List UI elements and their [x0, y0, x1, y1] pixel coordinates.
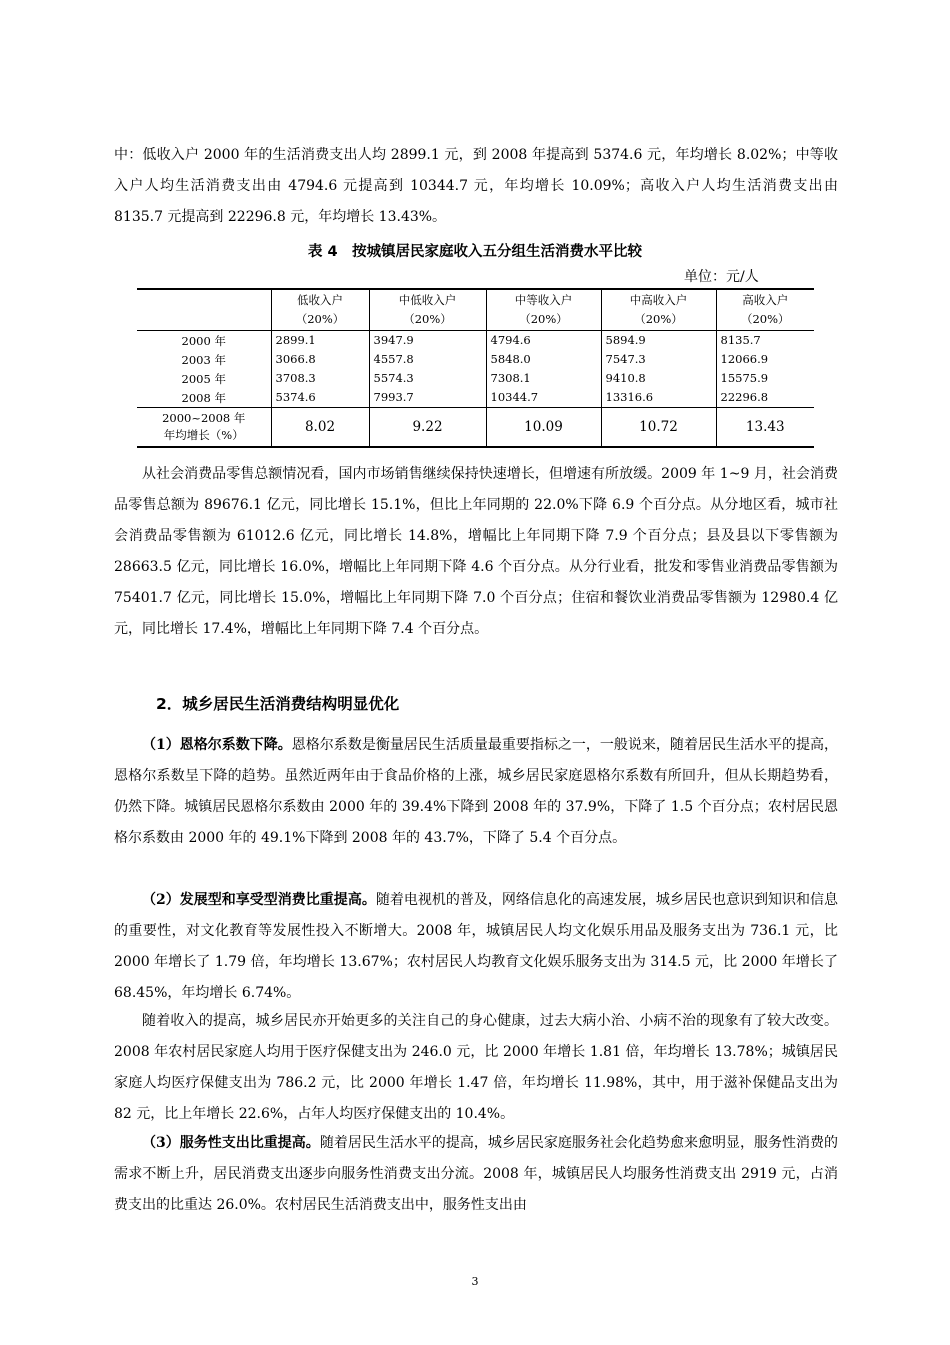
engel-lead: （1）恩格尔系数下降。	[142, 737, 292, 753]
growth-label: 2000~2008 年 年均增长（%）	[137, 408, 271, 448]
column-header: 中高收入户 （20%）	[601, 289, 716, 331]
table-cell: 2899.1	[271, 331, 369, 351]
table-row	[137, 350, 814, 369]
table-cell: 7993.7	[369, 388, 486, 408]
column-header: 中低收入户 （20%）	[369, 289, 486, 331]
table-cell: 8135.7	[716, 331, 814, 351]
table-row	[137, 331, 814, 351]
table-cell: 5374.6	[271, 388, 369, 408]
row-year: 2000 年	[181, 333, 226, 348]
development-lead: （2）发展型和享受型消费比重提高。	[142, 892, 376, 908]
service-text: 随着居民生活水平的提高，城乡居民家庭服务社会化趋势愈来愈明显，服务性消费的需求不断上升，居民消费支出逐步向服务性消费支出分流。2008 年，城镇居民人均服务性消费支出 2919 元，占消费支出的比重达 26.0%。农村居民生活消费支出中，服务性支出由	[114, 1135, 838, 1213]
health-paragraph: 随着收入的提高，城乡居民亦开始更多的关注自己的身心健康，过去大病小治、小病不治的现象有了较大改变。2008 年农村居民家庭人均用于医疗保健支出为 246.0 元，比 2000 年增长 1.81 倍，年均增长 13.78%；城镇居民家庭人均医疗保健支出为 786.2 元，比 2000 年增长 1.47 倍，年均增长 11.98%，其中，用于滋补保健品支出为 82 元，比上年增长 22.6%，占年人均医疗保健支出的 10.4%。	[114, 1013, 838, 1122]
table-unit: 单位：元/人	[684, 269, 759, 285]
growth-cell: 8.02	[271, 408, 369, 448]
header-corner	[137, 289, 271, 331]
table-cell: 22296.8	[716, 388, 814, 408]
table-cell: 9410.8	[601, 369, 716, 388]
engel-paragraph	[114, 730, 838, 854]
table-cell: 4794.6	[486, 331, 601, 351]
table-cell: 7547.3	[601, 350, 716, 369]
table-cell: 13316.6	[601, 388, 716, 408]
column-header: 中等收入户 （20%）	[486, 289, 601, 331]
row-year: 2008 年	[181, 390, 226, 405]
table-cell: 10344.7	[486, 388, 601, 408]
development-paragraph	[114, 885, 838, 1009]
column-header: 高收入户 （20%）	[716, 289, 814, 331]
table-cell: 3947.9	[369, 331, 486, 351]
table-cell: 3066.8	[271, 350, 369, 369]
engel-text: 恩格尔系数是衡量居民生活质量最重要指标之一，一般说来，随着居民生活水平的提高，恩格尔系数呈下降的趋势。虽然近两年由于食品价格的上涨，城乡居民家庭恩格尔系数有所回升，但从长期趋势看，仍然下降。城镇居民恩格尔系数由 2000 年的 39.4%下降到 2008 年的 37.9%，下降了 1.5 个百分点；农村居民恩格尔系数由 2000 年的 49.1%下降到 2008 年的 43.7%，下降了 5.4 个百分点。	[114, 737, 838, 846]
table-cell: 5894.9	[601, 331, 716, 351]
growth-row	[137, 408, 814, 448]
row-year: 2003 年	[181, 352, 226, 367]
page-number: 3	[471, 1275, 479, 1288]
table-cell: 7308.1	[486, 369, 601, 388]
column-header: 低收入户 （20%）	[271, 289, 369, 331]
retail-paragraph: 从社会消费品零售总额情况看，国内市场销售继续保持快速增长，但增速有所放缓。2009 年 1~9 月，社会消费品零售总额为 89676.1 亿元，同比增长 15.1%，但比上年同期的 22.0%下降 6.9 个百分点。从分地区看，城市社会消费品零售额为 61012.6 亿元，同比增长 14.8%，增幅比上年同期下降 7.9 个百分点；县及县以下零售额为 28663.5 亿元，同比增长 16.0%，增幅比上年同期下降 4.6 个百分点。从分行业看，批发和零售业消费品零售额为 75401.7 亿元，同比增长 15.0%，增幅比上年同期下降 7.0 个百分点；住宿和餐饮业消费品零售额为 12980.4 亿元，同比增长 17.4%，增幅比上年同期下降 7.4 个百分点。	[114, 466, 838, 637]
intro-paragraph: 中：低收入户 2000 年的生活消费支出人均 2899.1 元，到 2008 年提高到 5374.6 元，年均增长 8.02%；中等收入户人均生活消费支出由 4794.6 元提高到 10344.7 元，年均增长 10.09%；高收入户人均生活消费支出由 8135.7 元提高到 22296.8 元，年均增长 13.43%。	[114, 147, 838, 225]
consumption-table	[137, 288, 814, 448]
growth-cell: 10.72	[601, 408, 716, 448]
table-cell: 12066.9	[716, 350, 814, 369]
service-lead: （3）服务性支出比重提高。	[142, 1135, 320, 1151]
table-cell: 5848.0	[486, 350, 601, 369]
table-cell: 3708.3	[271, 369, 369, 388]
table-cell: 5574.3	[369, 369, 486, 388]
table-row	[137, 388, 814, 408]
service-paragraph	[114, 1128, 838, 1221]
growth-cell: 13.43	[716, 408, 814, 448]
growth-cell: 9.22	[369, 408, 486, 448]
table-row	[137, 369, 814, 388]
row-year: 2005 年	[181, 371, 226, 386]
section-heading: 2．城乡居民生活消费结构明显优化	[156, 695, 400, 713]
table-cell: 4557.8	[369, 350, 486, 369]
table-title: 表 4 按城镇居民家庭收入五分组生活消费水平比较	[307, 244, 643, 260]
table-header-row	[137, 289, 814, 331]
development-text: 随着电视机的普及，网络信息化的高速发展，城乡居民也意识到知识和信息的重要性，对文化教育等发展性投入不断增大。2008 年，城镇居民人均文化娱乐用品及服务支出为 736.1 元，比 2000 年增长了 1.79 倍，年均增长 13.67%；农村居民人均教育文化娱乐服务支出为 314.5 元，比 2000 年增长了 68.45%，年均增长 6.74%。	[114, 892, 838, 1001]
table-cell: 15575.9	[716, 369, 814, 388]
growth-cell: 10.09	[486, 408, 601, 448]
